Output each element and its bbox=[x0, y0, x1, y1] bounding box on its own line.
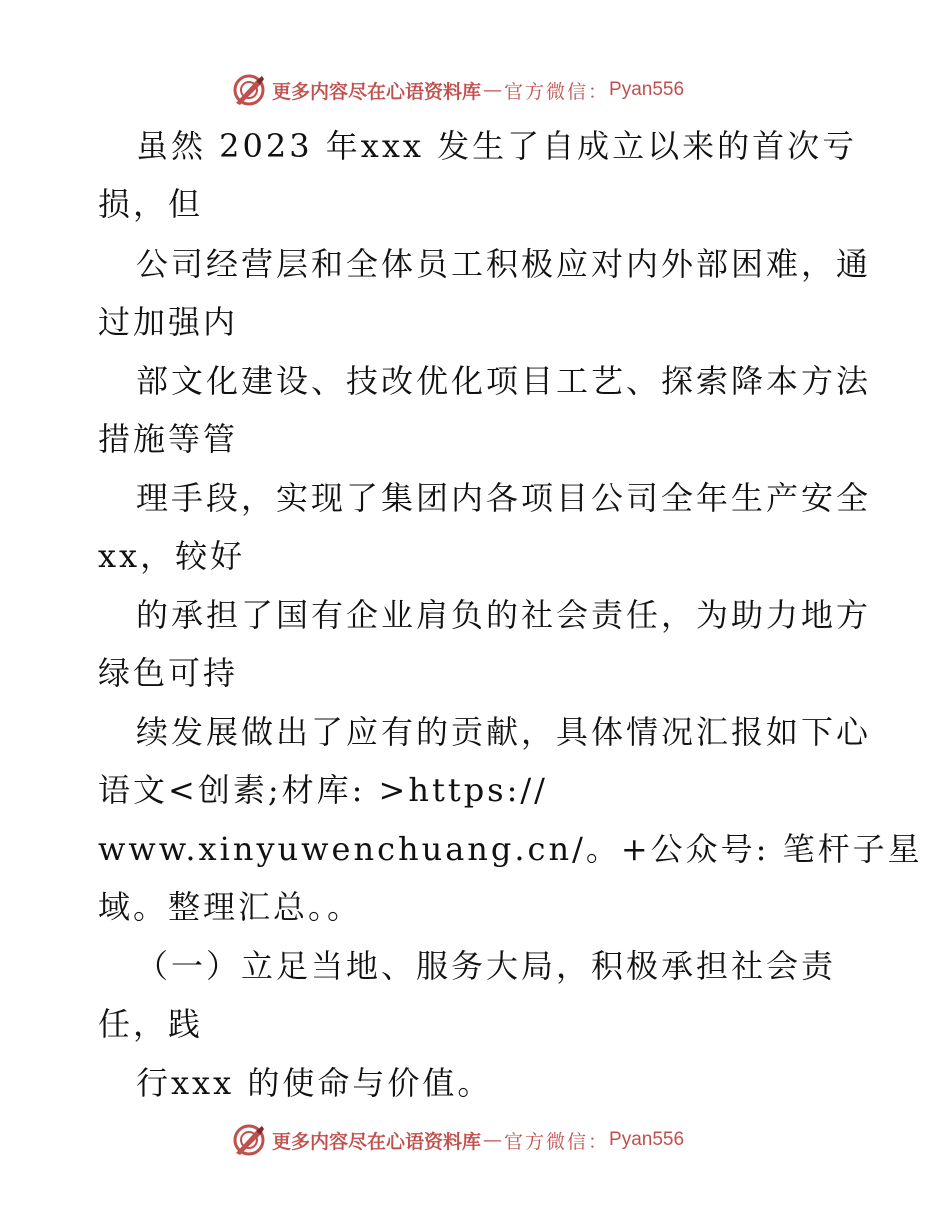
banner-dash: — bbox=[483, 79, 503, 101]
body-line: 语文<创素;材库: >https:// bbox=[98, 771, 548, 809]
body-line: 续发展做出了应有的贡献，具体情况汇报如下心 bbox=[136, 713, 872, 751]
header-banner bbox=[232, 72, 684, 108]
body-line: 行xxx 的使命与价值。 bbox=[136, 1064, 493, 1102]
body-line: 绿色可持 bbox=[98, 654, 239, 692]
body-line: www.xinyuwenchuang.cn/。+公众号: 笔杆子星 bbox=[98, 830, 923, 868]
body-line: 虽然 2023 年xxx 发生了自成立以来的首次亏 bbox=[136, 127, 858, 165]
banner-wechat-id: Pyan556 bbox=[609, 1129, 685, 1150]
banner-title: 更多内容尽在心语资料库 bbox=[272, 80, 482, 103]
body-line: 的承担了国有企业肩负的社会责任，为助力地方 bbox=[136, 596, 872, 634]
pen-logo-icon bbox=[232, 1123, 266, 1157]
body-line: 任，践 bbox=[98, 1005, 204, 1043]
banner-dash: — bbox=[483, 1129, 503, 1151]
body-line: 损，但 bbox=[98, 185, 204, 223]
body-line: 理手段，实现了集团内各项目公司全年生产安全 bbox=[136, 479, 872, 517]
banner-title: 更多内容尽在心语资料库 bbox=[272, 1130, 482, 1153]
body-line: （一）立足当地、服务大局，积极承担社会责 bbox=[136, 947, 837, 985]
body-line: xx，较好 bbox=[98, 537, 246, 575]
body-line: 部文化建设、技改优化项目工艺、探索降本方法 bbox=[136, 362, 872, 400]
body-line: 公司经营层和全体员工积极应对内外部困难，通 bbox=[136, 245, 872, 283]
footer-banner bbox=[232, 1122, 684, 1158]
pen-logo-icon bbox=[232, 73, 266, 107]
banner-wechat-label: 官方微信： bbox=[504, 1130, 610, 1153]
body-line: 措施等管 bbox=[98, 420, 239, 458]
banner-wechat-id: Pyan556 bbox=[609, 79, 685, 100]
body-line: 域。整理汇总。。 bbox=[98, 888, 363, 926]
banner-wechat-label: 官方微信： bbox=[504, 80, 610, 103]
body-line: 过加强内 bbox=[98, 303, 239, 341]
